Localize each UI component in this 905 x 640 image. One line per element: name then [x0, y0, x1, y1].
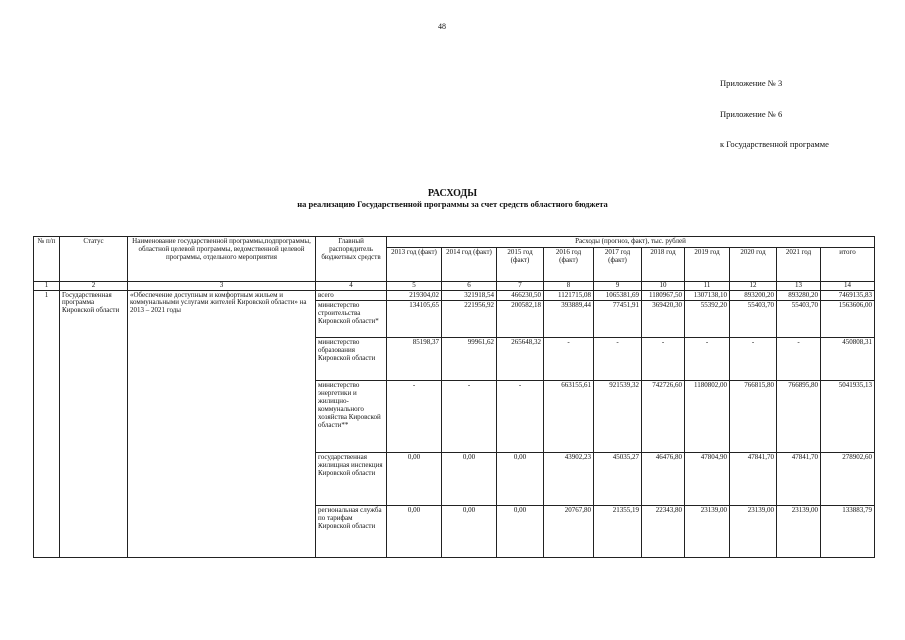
value-cell: 466230,50	[497, 290, 544, 301]
row-program-name: «Обеспечение доступным и комфортным жильем и коммунальными услугами жителей Кировской области» на 2013 – 2021 годы	[128, 290, 316, 558]
value-cell: 43902,23	[544, 453, 594, 506]
value-cell: 45035,27	[594, 453, 642, 506]
row-number: 1	[34, 290, 60, 558]
value-cell: 1307138,10	[685, 290, 730, 301]
column-number: 14	[821, 281, 875, 290]
value-cell: 0,00	[442, 506, 497, 558]
value-cell: 766895,80	[777, 381, 821, 453]
value-cell: 369420,30	[642, 301, 685, 338]
value-cell: 0,00	[497, 506, 544, 558]
value-cell: 663155,61	[544, 381, 594, 453]
admin-cell: министерство энергетики и жилищно-коммунального хозяйства Кировской области**	[316, 381, 387, 453]
value-cell: 22343,80	[642, 506, 685, 558]
appendix-line-1: Приложение № 3	[720, 78, 783, 88]
value-cell: 23139,00	[730, 506, 777, 558]
value-cell: 766815,80	[730, 381, 777, 453]
column-number: 7	[497, 281, 544, 290]
value-cell: -	[497, 381, 544, 453]
value-cell: 393889,44	[544, 301, 594, 338]
value-cell: 21355,19	[594, 506, 642, 558]
value-cell: -	[387, 381, 442, 453]
value-cell: -	[730, 338, 777, 381]
header-total: итого	[821, 247, 875, 281]
value-cell: 219304,02	[387, 290, 442, 301]
column-number: 12	[730, 281, 777, 290]
header-year: 2020 год	[730, 247, 777, 281]
total-cell: 450808,31	[821, 338, 875, 381]
value-cell: 47804,90	[685, 453, 730, 506]
header-year: 2017 год (факт)	[594, 247, 642, 281]
total-cell: 1563606,00	[821, 301, 875, 338]
value-cell: 47841,70	[730, 453, 777, 506]
column-number: 1	[34, 281, 60, 290]
value-cell: -	[685, 338, 730, 381]
value-cell: 1065381,69	[594, 290, 642, 301]
total-cell: 5041935,13	[821, 381, 875, 453]
header-name: Наименование государственной программы,подпрограммы, областной целевой программы, ведомственной целевой программы, отдельного мероприятия	[128, 237, 316, 282]
value-cell: 0,00	[387, 506, 442, 558]
column-number: 4	[316, 281, 387, 290]
column-number: 6	[442, 281, 497, 290]
value-cell: 55392,20	[685, 301, 730, 338]
value-cell: 1180802,00	[685, 381, 730, 453]
header-year: 2014 год (факт)	[442, 247, 497, 281]
value-cell: 221956,92	[442, 301, 497, 338]
value-cell: 893200,20	[730, 290, 777, 301]
value-cell: -	[544, 338, 594, 381]
appendix-line-3: к Государственной программе	[720, 139, 829, 149]
value-cell: 321918,54	[442, 290, 497, 301]
value-cell: -	[594, 338, 642, 381]
value-cell: -	[642, 338, 685, 381]
header-year: 2013 год (факт)	[387, 247, 442, 281]
column-number: 3	[128, 281, 316, 290]
expenses-table	[33, 236, 875, 558]
header-status: Статус	[60, 237, 128, 282]
header-year: 2016 год (факт)	[544, 247, 594, 281]
value-cell: 1121715,08	[544, 290, 594, 301]
value-cell: 55403,70	[730, 301, 777, 338]
total-cell: 278902,60	[821, 453, 875, 506]
column-number: 5	[387, 281, 442, 290]
total-cell: 7469135,83	[821, 290, 875, 301]
value-cell: 47841,70	[777, 453, 821, 506]
header-expenses-group: Расходы (прогноз, факт), тыс. рублей	[387, 237, 875, 248]
header-year: 2021 год	[777, 247, 821, 281]
value-cell: -	[777, 338, 821, 381]
document-subtitle: на реализацию Государственной программы за счет средств областного бюджета	[297, 199, 608, 209]
column-number-row	[34, 281, 875, 290]
admin-cell: региональная служба по тарифам Кировской области	[316, 506, 387, 558]
admin-cell: министерство строительства Кировской области*	[316, 301, 387, 338]
value-cell: 893280,20	[777, 290, 821, 301]
value-cell: 46476,80	[642, 453, 685, 506]
value-cell: 0,00	[442, 453, 497, 506]
column-number: 2	[60, 281, 128, 290]
column-number: 11	[685, 281, 730, 290]
total-cell: 133883,79	[821, 506, 875, 558]
value-cell: 20767,80	[544, 506, 594, 558]
header-year: 2015 год (факт)	[497, 247, 544, 281]
value-cell: 134105,65	[387, 301, 442, 338]
header-year: 2019 год	[685, 247, 730, 281]
table-row	[34, 290, 875, 301]
appendix-line-2: Приложение № 6	[720, 109, 783, 119]
page-number: 48	[438, 22, 446, 31]
value-cell: 0,00	[497, 453, 544, 506]
column-number: 13	[777, 281, 821, 290]
value-cell: -	[442, 381, 497, 453]
column-number: 10	[642, 281, 685, 290]
header-admin: Главный распорядитель бюджетных средств	[316, 237, 387, 282]
header-year: 2018 год	[642, 247, 685, 281]
value-cell: 921539,32	[594, 381, 642, 453]
value-cell: 85198,37	[387, 338, 442, 381]
value-cell: 99961,62	[442, 338, 497, 381]
value-cell: 55403,70	[777, 301, 821, 338]
value-cell: 200582,18	[497, 301, 544, 338]
header-num: № п/п	[34, 237, 60, 282]
value-cell: 23139,00	[685, 506, 730, 558]
column-number: 9	[594, 281, 642, 290]
admin-cell: всего	[316, 290, 387, 301]
row-status: Государственная программа Кировской области	[60, 290, 128, 558]
value-cell: 0,00	[387, 453, 442, 506]
column-number: 8	[544, 281, 594, 290]
value-cell: 1180967,50	[642, 290, 685, 301]
admin-cell: государственная жилищная инспекция Кировской области	[316, 453, 387, 506]
value-cell: 265648,32	[497, 338, 544, 381]
value-cell: 23139,00	[777, 506, 821, 558]
value-cell: 77451,91	[594, 301, 642, 338]
document-title: РАСХОДЫ	[427, 188, 478, 199]
value-cell: 742726,60	[642, 381, 685, 453]
admin-cell: министерство образования Кировской области	[316, 338, 387, 381]
